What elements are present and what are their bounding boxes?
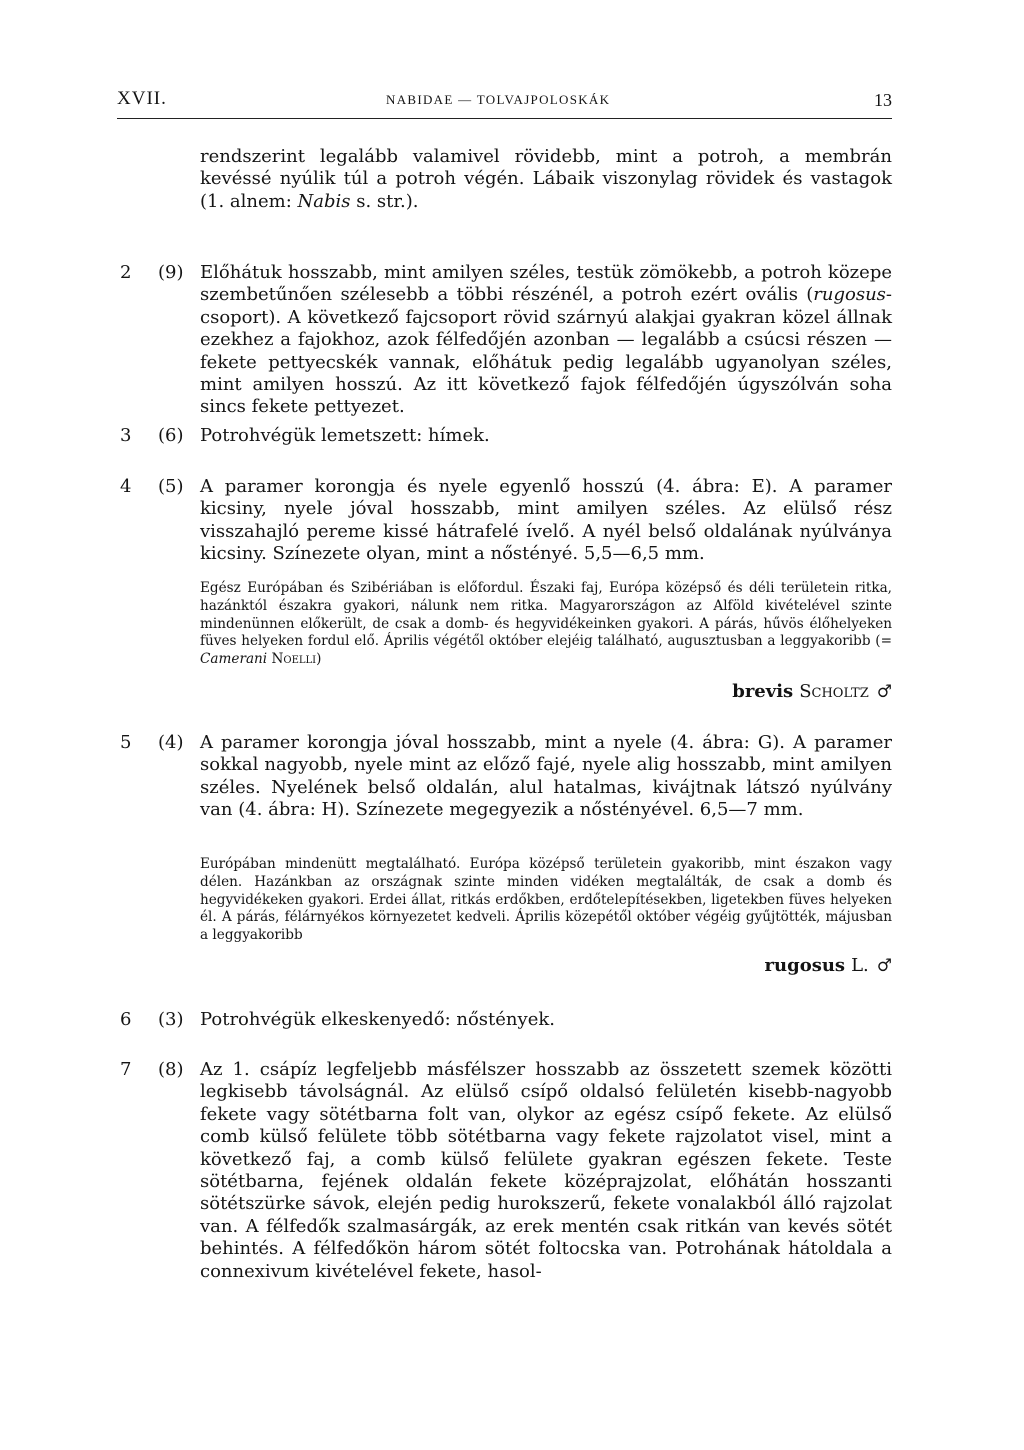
group-name: rugosus [813,284,886,306]
male-symbol-icon: ♂ [876,682,892,702]
species-epithet: brevis [732,681,794,702]
species-author: L. [851,955,869,976]
entry-number: 5 [120,732,132,753]
synonym-author: Noelli [271,651,317,668]
entry-reference: (9) [158,262,184,283]
intro-text: rendszerint legalább valamivel rövidebb, mint a potroh, a membrán kevéssé nyúlik túl a potroh végén. Lábaik viszonylag rövidek és vastagok (1. alnem: [200,146,892,212]
entry-number: 3 [120,425,132,446]
entry-reference: (8) [158,1059,184,1080]
intro-text-end: s. str.). [350,190,419,212]
running-title: NABIDAE — TOLVAJPOLOSKÁK [386,92,611,107]
entry-text: A paramer korongja jóval hosszabb, mint a nyele (4. ábra: G). A paramer sokkal nagyobb, nyele mint az előző fajé, nyele alig hosszabb, mint amilyen széles. Nyelének belső oldalán, alul hatalmas, kivájtnak látszó nyúlvány van (4. ábra: H). Színezete megegyezik a nőstényével. 6,5—7 mm. [200,732,892,821]
entry-number: 4 [120,476,132,497]
entry-reference: (3) [158,1009,184,1030]
page-number: 13 [874,90,892,110]
species-name-brevis [732,681,892,703]
species-epithet: rugosus [764,955,846,976]
distribution-note-brevis: Egész Európában és Szibériában is előfordul. Északi faj, Európa középső és déli területein ritka, hazánktól északra gyakori, nálunk nem ritka. Magyarországon az Alföld kivételével szinte mindenünnen előkerült, de csak a domb- és hegyvidékeinken gyakori. A párás, hűvös élőhelyeken füves helyeken fordul elő. Április végétől október elejéig található, augusztusban a leggyakoribb (= Camerani Noelli) [200,580,892,668]
synonym-name: Camerani [200,651,268,668]
species-author: Scholtz [799,681,869,702]
male-symbol-icon: ♂ [876,956,892,976]
entry-reference: (6) [158,425,184,446]
species-name-rugosus [765,955,892,977]
entry-number: 2 [120,262,132,283]
entry-text: A paramer korongja és nyele egyenlő hosszú (4. ábra: E). A paramer kicsiny, nyele jóval hosszabb, mint amilyen széles. Az elülső rész visszahajló pereme kissé hátrafelé ívelő. A nyél belső oldalának nyúlványa kicsiny. Színezete olyan, mint a nőstényé. 5,5—6,5 mm. [200,476,892,565]
entry-text: Előhátuk hosszabb, mint amilyen széles, testük zömökebb, a potroh közepe szembetűnően szélesebb a többi részénél, a potroh ezért ovális (rugosus-csoport). A következő fajcsoport rövid szárnyú alakjai gyakran közel állnak ezekhez a fajokhoz, azok félfedőjén azonban — legalább a csúcsi részen — fekete pettyecskék vannak, előhátuk pedig legalább ugyanolyan széles, mint amilyen hosszú. Az itt következő fajok félfedőjén úgyszólván soha sincs fekete pettyezet. [200,262,892,418]
entry-text: Az 1. csápíz legfeljebb másfélszer hosszabb az összetett szemek közötti legkisebb távolságnál. Az elülső csípő oldalsó felületén kisebb-nagyobb fekete vagy sötétbarna folt van, olykor az egész csípő fekete. Az elülső comb külső felülete több sötétbarna vagy fekete rajzolatot visel, mint a következő faj, a comb külső felülete gyakran egészen fekete. Teste sötétbarna, fejének oldalán fekete középrajzolat, előhátán hosszanti sötétszürke sávok, elején pedig hurokszerű, fekete vonalakból álló rajzolat van. A félfedők szalmasárgák, az erek mentén csak ritkán van kevés sötét behintés. A félfedőkön három sötét foltocska van. Potrohának hátoldala a connexivum kivételével fekete, hasol- [200,1059,892,1282]
entry-reference: (4) [158,732,184,753]
entry-text: Potrohvégük lemetszett: hímek. [200,425,490,446]
entry-text: Potrohvégük elkeskenyedő: nőstények. [200,1009,555,1030]
distribution-note-rugosus: Európában mindenütt megtalálható. Európa középső területein gyakoribb, mint északon vagy délen. Hazánkban az országnak szinte minden vidéken megtalálták, de csak a domb és hegyvidékeken gyakori. Erdei állat, ritkás erdőkben, erdőtelepítésekben, ligetekben füves helyeken él. A párás, félárnyékos környezetet kedveli. Április közepétől október végéig gyűjtötték, májusban a leggyakoribb [200,856,892,944]
intro-genus: Nabis [297,190,351,212]
entry-number: 7 [120,1059,132,1080]
entry-number: 6 [120,1009,132,1030]
intro-paragraph [200,146,892,213]
running-header [117,88,892,119]
entry-reference: (5) [158,476,184,497]
chapter-number: XVII. [117,88,167,109]
